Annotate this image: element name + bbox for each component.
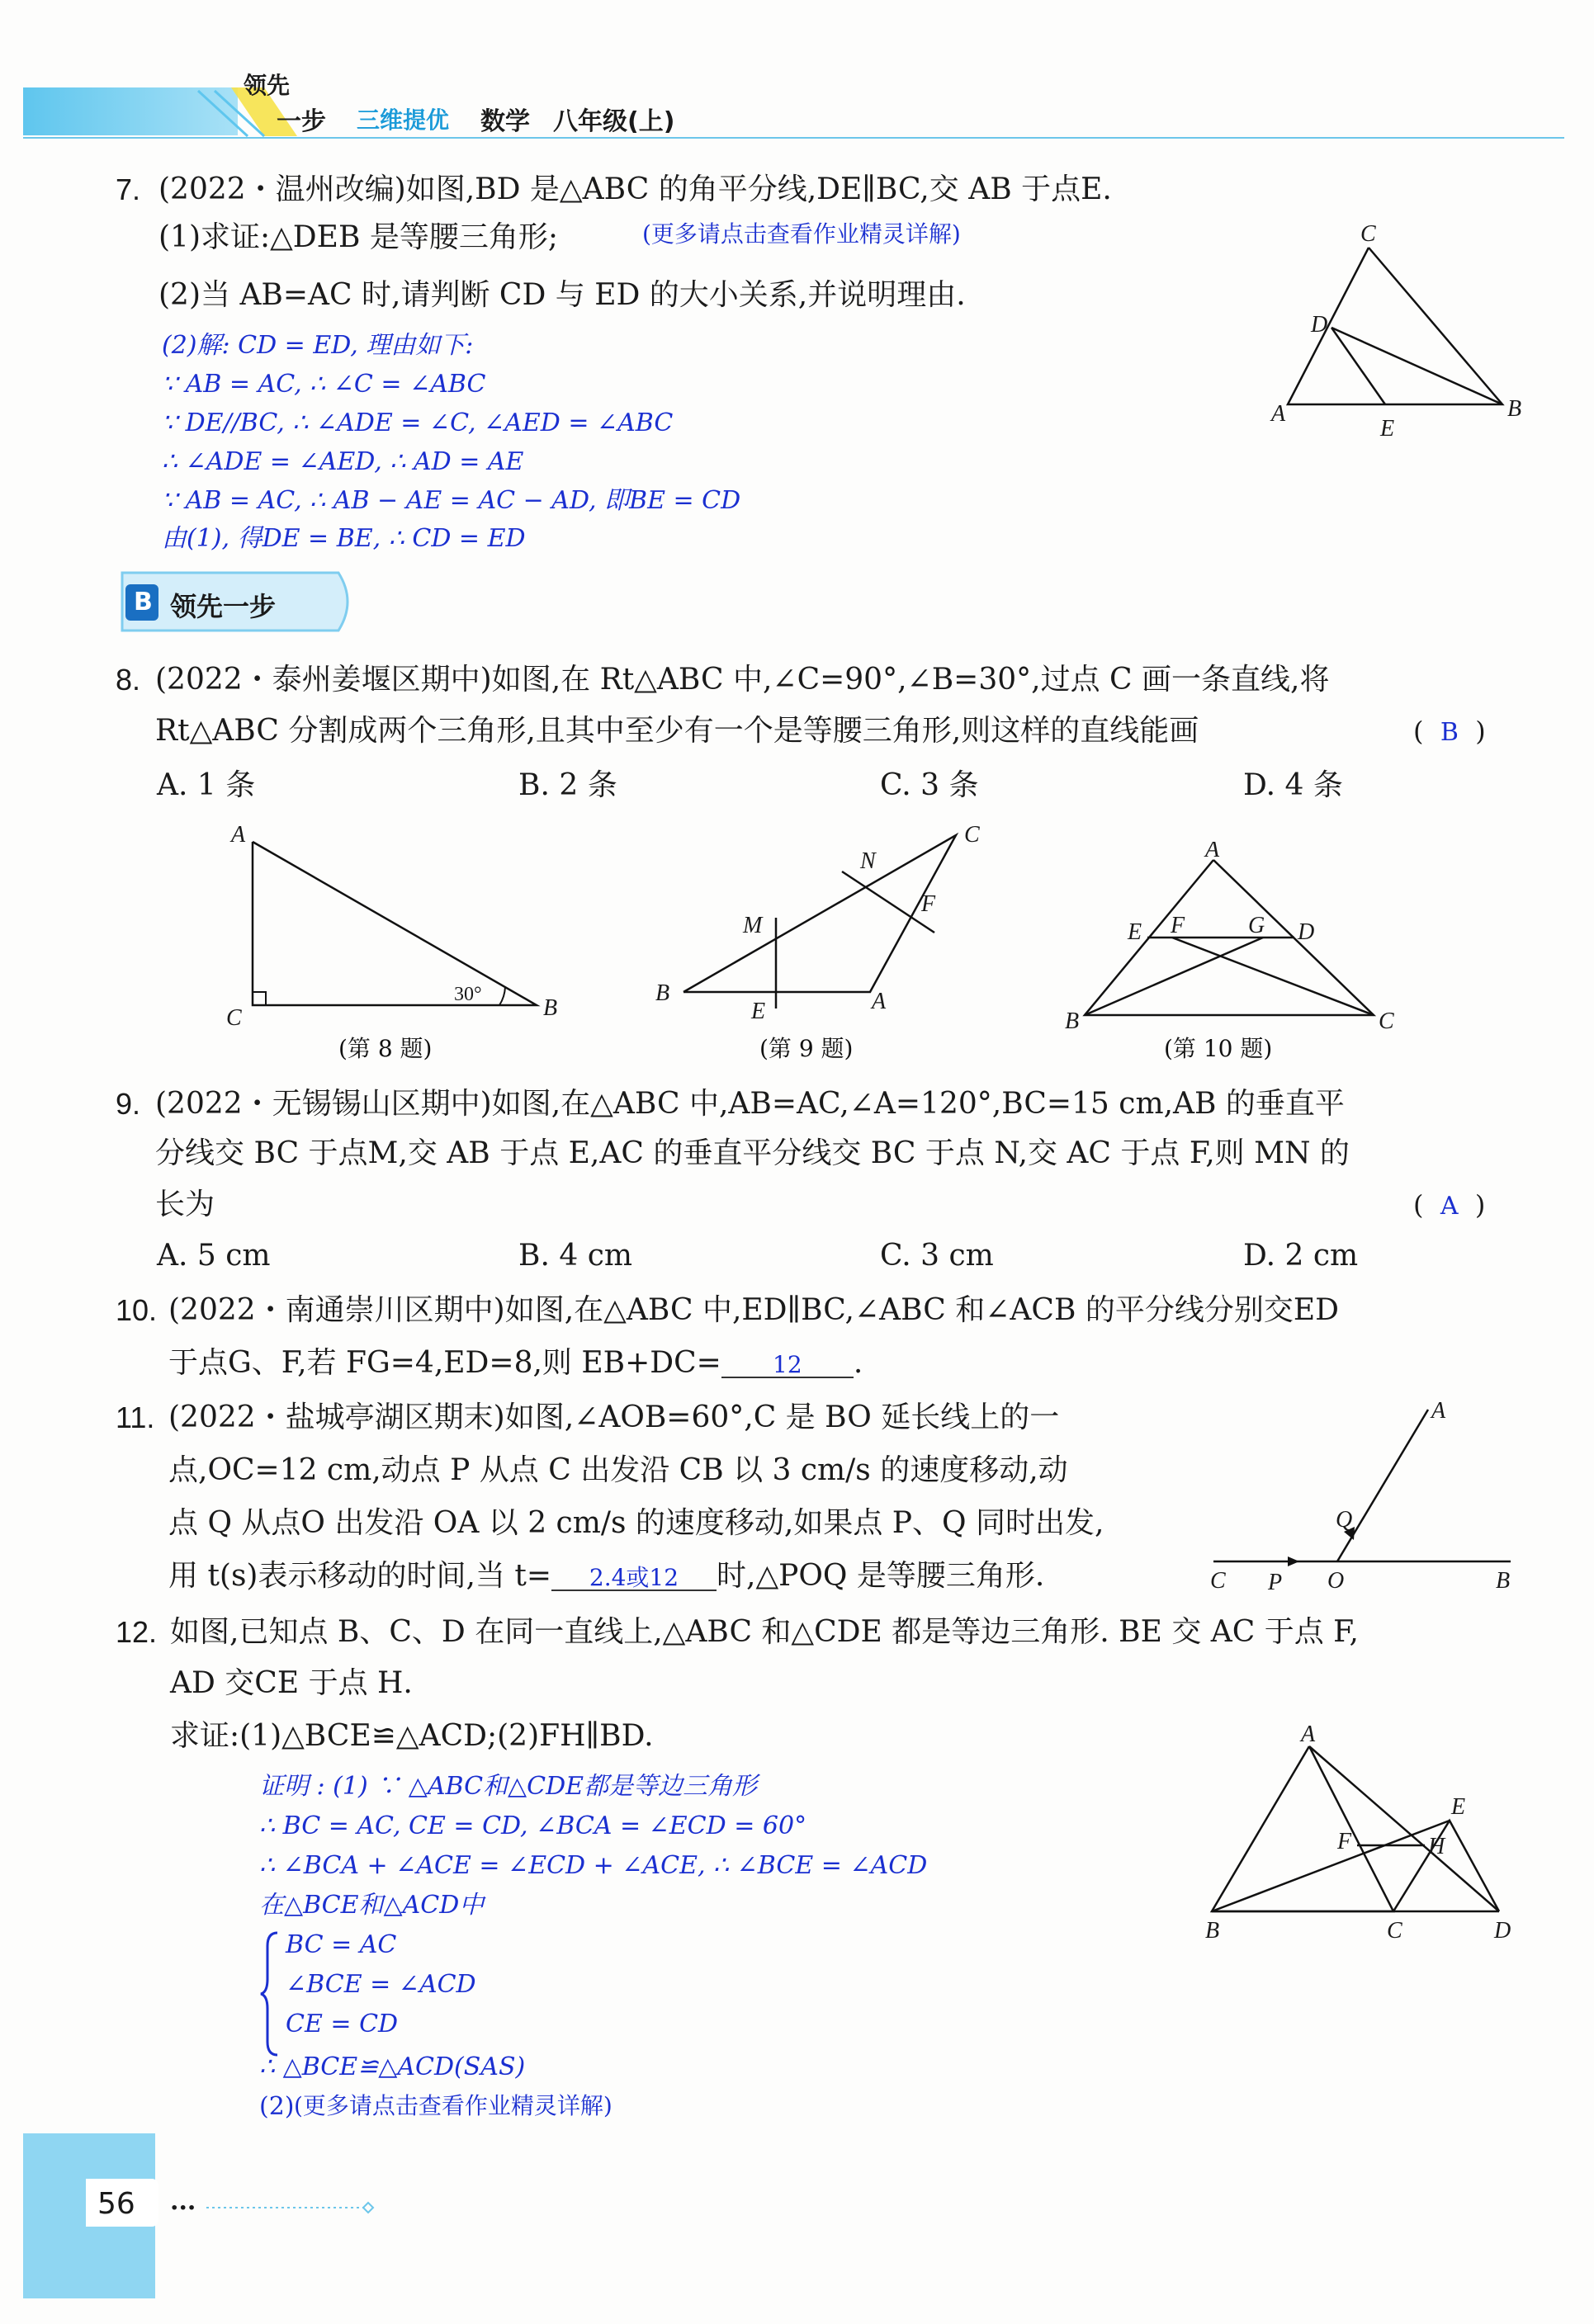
fig9-label-a: A — [872, 989, 887, 1014]
section-b-letter: B — [134, 588, 153, 616]
q10-answer-blank[interactable]: 12 — [721, 1353, 854, 1378]
fig10-label-b: B — [1065, 1008, 1080, 1034]
q7-solution-1: (2)解: CD = ED, 理由如下: — [162, 331, 474, 360]
q9-answer: A — [1440, 1192, 1459, 1221]
q11-label-c: C — [1210, 1568, 1226, 1594]
q12-line3: 求证:(1)△BCE≌△ACD;(2)FH∥BD. — [170, 1719, 654, 1753]
fig10 — [1065, 842, 1412, 1065]
fig10-label-d: D — [1298, 919, 1315, 945]
q9-line1: (2022・无锡锡山区期中)如图,在△ABC 中,AB=AC,∠A=120°,BC=15 cm,AB 的垂直平 — [155, 1087, 1345, 1121]
q11-label-b: B — [1496, 1568, 1511, 1594]
q7-line1: (2022・温州改编)如图,BD 是△ABC 的角平分线,DE∥BC,交 AB 于点E. — [158, 172, 1112, 206]
fig10-label-e: E — [1128, 919, 1142, 945]
q7-solution-2: ∵ AB = AC, ∴ ∠C = ∠ABC — [162, 370, 486, 399]
q11-label-q: Q — [1336, 1507, 1353, 1533]
q7-solution-3: ∵ DE//BC, ∴ ∠ADE = ∠C, ∠AED = ∠ABC — [162, 409, 674, 437]
q12-system-brace — [259, 1928, 282, 2060]
q7-figure — [1255, 215, 1527, 446]
footer-dots: ··· — [170, 2194, 196, 2222]
q12-part2: (2) — [259, 2092, 295, 2121]
q12-line2: AD 交CE 于点 H. — [170, 1666, 413, 1700]
q7-label-a: A — [1271, 401, 1286, 427]
fig8-right-angle — [253, 992, 266, 1005]
q12-proof-2: ∴ BC = AC, CE = CD, ∠BCA = ∠ECD = 60° — [259, 1811, 807, 1840]
header-decoration — [0, 50, 1594, 149]
q8-answer: B — [1440, 718, 1459, 747]
q8-option-b[interactable]: B. 2 条 — [518, 768, 617, 802]
q12-figure — [1189, 1717, 1535, 1948]
fig10-caption: (第 10 题) — [1164, 1035, 1273, 1062]
q12-label-b: B — [1205, 1918, 1220, 1944]
fig9-label-m: M — [743, 913, 763, 938]
q12-label-a: A — [1301, 1722, 1316, 1747]
q9-option-b[interactable]: B. 4 cm — [518, 1239, 632, 1273]
q8-line1: (2022・泰州姜堰区期中)如图,在 Rt△ABC 中,∠C=90°,∠B=30°,过点 C 画一条直线,将 — [155, 663, 1330, 697]
q12-label-e: E — [1451, 1794, 1466, 1820]
q8-option-a[interactable]: A. 1 条 — [157, 768, 256, 802]
q7-label-b: B — [1507, 396, 1522, 422]
q8-answer-bracket: ( B ) — [1413, 716, 1486, 747]
q7-solution-6: 由(1), 得DE = BE, ∴ CD = ED — [162, 524, 526, 553]
q8-option-c[interactable]: C. 3 条 — [880, 768, 979, 802]
footer-dotted-line — [206, 2199, 380, 2216]
fig8-label-c: C — [226, 1005, 242, 1031]
q11-number: 11. — [116, 1401, 155, 1434]
fig8-triangle — [253, 842, 537, 1005]
q12-proof-4: 在△BCE和△ACD中 — [259, 1891, 485, 1920]
q11-line4 — [168, 1561, 1044, 1591]
grade: 八年级(上) — [553, 107, 675, 136]
fig9-label-c: C — [964, 822, 980, 848]
q11-label-a: A — [1431, 1398, 1446, 1424]
q10-line1: (2022・南通崇川区期中)如图,在△ABC 中,ED∥BC,∠ABC 和∠ACB 的平分线分别交ED — [168, 1293, 1340, 1327]
q9-option-a[interactable]: A. 5 cm — [157, 1239, 271, 1273]
fig9-label-e: E — [751, 999, 766, 1024]
q11-answer-blank[interactable]: 2.4或12 — [551, 1566, 717, 1591]
q12-proof-1: 证明 : (1) ∵ △ABC和△CDE都是等边三角形 — [259, 1772, 758, 1801]
fig8-angle-label: 30° — [454, 984, 482, 1005]
q12-system-2: ∠BCE = ∠ACD — [286, 1970, 476, 1999]
q11-line1: (2022・盐城亭湖区期末)如图,∠AOB=60°,C 是 BO 延长线上的一 — [168, 1401, 1060, 1434]
q10-line2-after: . — [853, 1346, 863, 1380]
q12-segment-be — [1212, 1821, 1450, 1911]
q12-triangle-abc — [1212, 1746, 1393, 1911]
q11-ray-oa — [1337, 1410, 1428, 1561]
fig8-label-b: B — [543, 995, 558, 1021]
q12-hint-link[interactable]: (更多请点击查看作业精灵详解) — [294, 2092, 613, 2119]
fig9-label-b: B — [655, 980, 670, 1006]
brand-bottom: 一步 — [277, 107, 326, 136]
q12-label-c: C — [1387, 1918, 1402, 1944]
q12-proof-3: ∴ ∠BCA + ∠ACE = ∠ECD + ∠ACE, ∴ ∠BCE = ∠ACD — [259, 1851, 928, 1880]
fig9-label-n: N — [860, 848, 876, 874]
q11-label-p: P — [1268, 1570, 1283, 1595]
page-number: 56 — [97, 2187, 135, 2221]
q9-line2: 分线交 BC 于点M,交 AB 于点 E,AC 的垂直平分线交 BC 于点 N,交 AC 于点 F,则 MN 的 — [155, 1136, 1350, 1170]
q11-label-o: O — [1327, 1568, 1345, 1594]
q12-system-1: BC = AC — [286, 1930, 397, 1959]
q8-number: 8. — [116, 663, 141, 697]
q7-label-c: C — [1360, 221, 1376, 247]
q12-number: 12. — [116, 1615, 158, 1649]
q8-line2: Rt△ABC 分割成两个三角形,且其中至少有一个是等腰三角形,则这样的直线能画 — [155, 714, 1199, 748]
fig9 — [644, 817, 1007, 1065]
q9-number: 9. — [116, 1087, 141, 1121]
subject: 数学 — [480, 107, 530, 136]
q7-solution-4: ∴ ∠ADE = ∠AED, ∴ AD = AE — [162, 447, 524, 476]
series-name: 三维提优 — [357, 106, 450, 134]
q12-label-f: F — [1337, 1829, 1352, 1854]
fig8-angle-arc — [499, 987, 505, 1005]
q9-answer-bracket: ( A ) — [1413, 1189, 1486, 1221]
q12-line1: 如图,已知点 B、C、D 在同一直线上,△ABC 和△CDE 都是等边三角形. BE 交 AC 于点 F, — [170, 1615, 1360, 1649]
q11-figure — [1197, 1395, 1527, 1601]
fig10-label-f: F — [1171, 913, 1185, 938]
fig9-caption: (第 9 题) — [759, 1035, 854, 1062]
fig10-label-c: C — [1379, 1008, 1394, 1034]
fig10-label-a: A — [1205, 842, 1220, 862]
section-b-title: 领先一步 — [170, 591, 277, 622]
q11-line2: 点,OC=12 cm,动点 P 从点 C 出发沿 CB 以 3 cm/s 的速度移动,动 — [168, 1453, 1068, 1487]
q11-arrow-p — [1288, 1556, 1299, 1566]
q8-option-d[interactable]: D. 4 条 — [1243, 768, 1343, 802]
q12-label-d: D — [1494, 1918, 1511, 1944]
q11-line4-before: 用 t(s)表示移动的时间,当 t= — [168, 1559, 551, 1593]
q7-label-d: D — [1311, 312, 1328, 338]
fig8 — [223, 817, 570, 1065]
q9-option-d[interactable]: D. 2 cm — [1243, 1239, 1359, 1273]
q7-label-e: E — [1380, 416, 1395, 442]
q9-line3: 长为 — [155, 1188, 215, 1221]
fig9-triangle — [683, 835, 956, 992]
q12-label-h: H — [1428, 1834, 1445, 1859]
q7-number: 7. — [116, 172, 141, 206]
fig10-bisector-c — [1172, 938, 1374, 1015]
q7-hint-link[interactable]: (更多请点击查看作业精灵详解) — [642, 220, 961, 248]
q7-line2: (1)求证:△DEB 是等腰三角形; — [158, 220, 558, 254]
fig8-label-a: A — [231, 822, 246, 848]
q7-line3: (2)当 AB=AC 时,请判断 CD 与 ED 的大小关系,并说明理由. — [158, 278, 966, 312]
q11-line3: 点 Q 从点O 出发沿 OA 以 2 cm/s 的速度移动,如果点 P、Q 同时出发, — [168, 1506, 1104, 1540]
q10-number: 10. — [116, 1293, 158, 1327]
fig10-label-g: G — [1248, 913, 1265, 938]
fig9-label-f: F — [921, 891, 936, 917]
q12-conclusion: ∴ △BCE≌△ACD(SAS) — [259, 2052, 526, 2081]
brand-top: 领先 — [244, 72, 291, 99]
q10-line2 — [168, 1346, 863, 1380]
fig10-bisector-b — [1085, 938, 1263, 1015]
q9-option-c[interactable]: C. 3 cm — [880, 1239, 994, 1273]
q12-system-3: CE = CD — [286, 2010, 399, 2038]
q11-line4-after: 时,△POQ 是等腰三角形. — [717, 1559, 1045, 1593]
q10-line2-before: 于点G、F,若 FG=4,ED=8,则 EB+DC= — [168, 1346, 721, 1380]
q7-solution-5: ∵ AB = AC, ∴ AB − AE = AC − AD, 即BE = CD — [162, 486, 741, 515]
fig8-caption: (第 8 题) — [338, 1035, 433, 1062]
